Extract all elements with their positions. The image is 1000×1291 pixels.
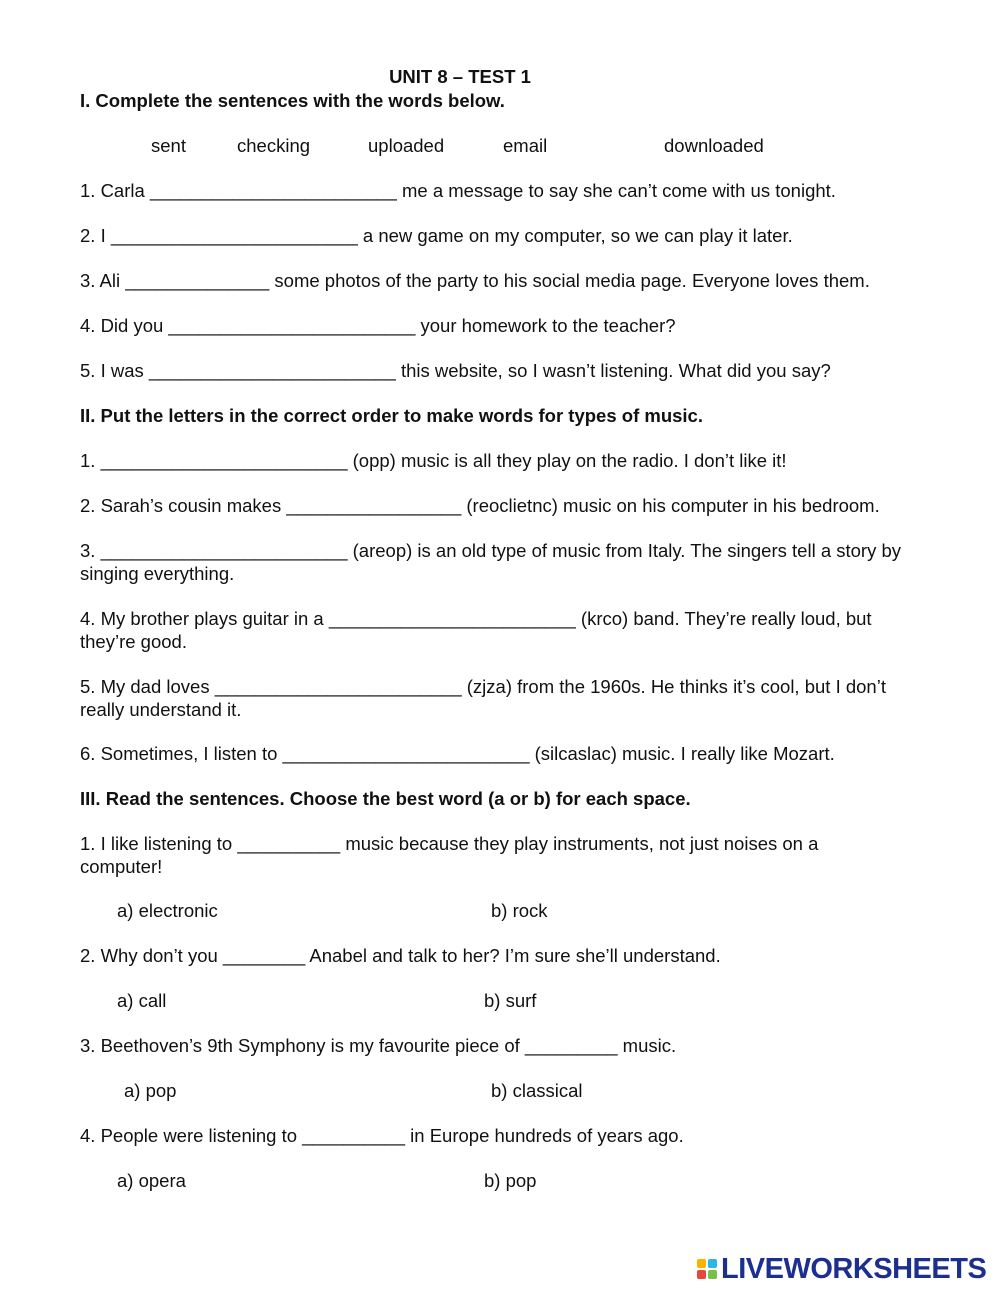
liveworksheets-mark-icon [697, 1259, 717, 1279]
section-2-item-6: 6. Sometimes, I listen to ________________________ (silcaslac) music. I really like Mozart. [80, 743, 835, 764]
option-a: a) electronic [117, 900, 218, 921]
option-b: b) classical [491, 1080, 583, 1101]
section-3-heading: III. Read the sentences. Choose the best word (a or b) for each space. [80, 788, 691, 809]
section-1-item-3: 3. Ali ______________ some photos of the party to his social media page. Everyone loves them. [80, 270, 870, 291]
section-1-item-1: 1. Carla ________________________ me a message to say she can’t come with us tonight. [80, 180, 836, 201]
section-1-item-4: 4. Did you ________________________ your homework to the teacher? [80, 315, 676, 336]
word-bank-item: uploaded [368, 135, 445, 156]
section-3-question-1: 1. I like listening to __________ music because they play instruments, not just noises on a computer! [80, 833, 819, 877]
section-3-question-4: 4. People were listening to __________ in Europe hundreds of years ago. [80, 1125, 684, 1146]
option-a: a) opera [117, 1170, 186, 1191]
section-2-item-3: 3. ________________________ (areop) is an old type of music from Italy. The singers tell a story by singing everything. [80, 540, 902, 584]
section-3-question-3: 3. Beethoven’s 9th Symphony is my favourite piece of _________ music. [80, 1035, 677, 1056]
section-1-heading: I. Complete the sentences with the words below. [80, 90, 505, 111]
section-3-question-2: 2. Why don’t you ________ Anabel and talk to her? I’m sure she’ll understand. [80, 945, 721, 966]
section-1-item-5: 5. I was ________________________ this website, so I wasn’t listening. What did you say? [80, 360, 831, 381]
option-a: a) call [117, 990, 167, 1011]
section-2-item-5: 5. My dad loves ________________________ (zjza) from the 1960s. He thinks it’s cool, but I don’t really understand it. [80, 676, 886, 720]
word-bank-item: sent [151, 135, 186, 156]
section-2-item-4: 4. My brother plays guitar in a ________________________ (krco) band. They’re really loud, but they’re good. [80, 608, 872, 652]
option-b: b) rock [491, 900, 548, 921]
section-2-item-2: 2. Sarah’s cousin makes _________________ (reoclietnc) music on his computer in his bedroom. [80, 495, 880, 516]
word-bank-item: checking [237, 135, 311, 156]
section-2-item-1: 1. ________________________ (opp) music is all they play on the radio. I don’t like it! [80, 450, 787, 471]
section-1-item-2: 2. I ________________________ a new game on my computer, so we can play it later. [80, 225, 793, 246]
word-bank-item: email [503, 135, 548, 156]
option-a: a) pop [124, 1080, 177, 1101]
liveworksheets-wordmark: LIVEWORKSHEETS [721, 1252, 987, 1285]
option-b: b) pop [484, 1170, 537, 1191]
page-title: UNIT 8 – TEST 1 [389, 66, 531, 87]
option-b: b) surf [484, 990, 537, 1011]
word-bank-item: downloaded [664, 135, 764, 156]
section-2-heading: II. Put the letters in the correct order to make words for types of music. [80, 405, 703, 426]
liveworksheets-logo [697, 1254, 986, 1284]
